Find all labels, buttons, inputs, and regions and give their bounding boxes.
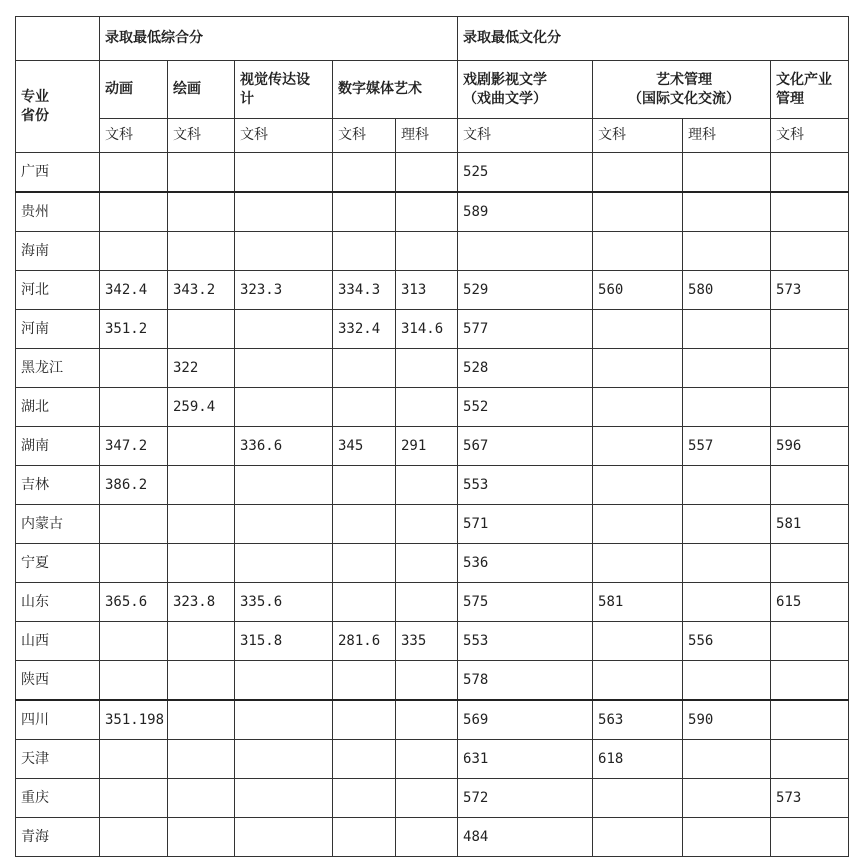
score-cell: 259.4 — [168, 388, 235, 427]
score-cell — [168, 232, 235, 271]
major-painting: 绘画 — [168, 61, 235, 119]
score-cell: 525 — [458, 153, 593, 193]
province-cell: 广西 — [16, 153, 100, 193]
score-cell — [683, 544, 771, 583]
score-cell — [396, 583, 458, 622]
score-cell — [771, 232, 849, 271]
score-cell — [458, 232, 593, 271]
subject-cell: 理科 — [396, 119, 458, 153]
score-cell: 560 — [593, 271, 683, 310]
score-cell — [683, 466, 771, 505]
subject-row — [16, 119, 849, 153]
score-cell — [235, 310, 333, 349]
province-cell: 湖南 — [16, 427, 100, 466]
score-cell: 322 — [168, 349, 235, 388]
score-cell — [235, 544, 333, 583]
score-cell — [235, 740, 333, 779]
score-cell — [593, 192, 683, 232]
score-cell — [168, 544, 235, 583]
group-overall-score: 录取最低综合分 — [100, 17, 458, 61]
score-cell — [593, 622, 683, 661]
score-cell — [333, 818, 396, 857]
province-cell: 河北 — [16, 271, 100, 310]
score-cell — [771, 818, 849, 857]
table-row — [16, 661, 849, 701]
score-cell — [235, 700, 333, 740]
major-art-management: 艺术管理 （国际文化交流） — [593, 61, 771, 119]
score-cell — [593, 661, 683, 701]
score-cell — [168, 505, 235, 544]
score-cell: 553 — [458, 622, 593, 661]
score-cell — [168, 740, 235, 779]
province-cell: 海南 — [16, 232, 100, 271]
province-cell: 内蒙古 — [16, 505, 100, 544]
score-cell — [771, 622, 849, 661]
score-cell: 313 — [396, 271, 458, 310]
score-cell: 580 — [683, 271, 771, 310]
score-cell — [235, 466, 333, 505]
score-cell — [396, 349, 458, 388]
table-row — [16, 700, 849, 740]
score-cell — [396, 192, 458, 232]
score-cell: 314.6 — [396, 310, 458, 349]
score-cell — [396, 232, 458, 271]
score-cell — [235, 192, 333, 232]
score-cell: 334.3 — [333, 271, 396, 310]
score-cell: 323.8 — [168, 583, 235, 622]
score-cell — [100, 740, 168, 779]
table-row — [16, 232, 849, 271]
score-cell: 589 — [458, 192, 593, 232]
table-row — [16, 740, 849, 779]
province-cell: 四川 — [16, 700, 100, 740]
score-cell — [683, 388, 771, 427]
score-cell — [168, 153, 235, 193]
score-cell — [168, 779, 235, 818]
score-cell — [683, 779, 771, 818]
score-cell — [683, 232, 771, 271]
score-cell: 315.8 — [235, 622, 333, 661]
score-cell — [100, 388, 168, 427]
score-cell — [396, 818, 458, 857]
major-header-row — [16, 61, 849, 119]
score-cell: 345 — [333, 427, 396, 466]
table-row — [16, 427, 849, 466]
score-cell: 291 — [396, 427, 458, 466]
score-cell: 336.6 — [235, 427, 333, 466]
score-cell — [593, 544, 683, 583]
score-cell — [396, 740, 458, 779]
table-row — [16, 622, 849, 661]
score-cell: 573 — [771, 271, 849, 310]
score-cell — [100, 544, 168, 583]
score-cell — [168, 466, 235, 505]
province-cell: 陕西 — [16, 661, 100, 701]
score-cell: 553 — [458, 466, 593, 505]
score-cell — [771, 466, 849, 505]
score-cell — [333, 192, 396, 232]
score-cell — [593, 779, 683, 818]
score-cell — [333, 740, 396, 779]
score-cell: 342.4 — [100, 271, 168, 310]
score-cell — [100, 818, 168, 857]
score-cell: 335 — [396, 622, 458, 661]
table-row — [16, 779, 849, 818]
score-cell — [100, 622, 168, 661]
score-cell — [333, 349, 396, 388]
score-cell — [396, 779, 458, 818]
score-cell: 281.6 — [333, 622, 396, 661]
score-cell — [771, 388, 849, 427]
score-cell — [333, 544, 396, 583]
score-cell — [593, 505, 683, 544]
score-cell — [593, 466, 683, 505]
score-cell: 569 — [458, 700, 593, 740]
score-cell — [168, 427, 235, 466]
score-cell — [396, 505, 458, 544]
score-cell: 351.2 — [100, 310, 168, 349]
score-cell: 590 — [683, 700, 771, 740]
score-cell — [100, 779, 168, 818]
score-cell: 332.4 — [333, 310, 396, 349]
table-row — [16, 544, 849, 583]
score-cell: 631 — [458, 740, 593, 779]
major-animation: 动画 — [100, 61, 168, 119]
score-cell — [333, 388, 396, 427]
score-cell — [771, 192, 849, 232]
score-cell — [333, 466, 396, 505]
subject-cell: 文科 — [458, 119, 593, 153]
score-cell — [168, 310, 235, 349]
score-cell — [168, 661, 235, 701]
province-cell: 青海 — [16, 818, 100, 857]
score-cell: 581 — [771, 505, 849, 544]
province-cell: 重庆 — [16, 779, 100, 818]
score-cell — [771, 700, 849, 740]
score-cell — [593, 310, 683, 349]
score-cell: 563 — [593, 700, 683, 740]
score-cell: 386.2 — [100, 466, 168, 505]
score-cell — [100, 153, 168, 193]
score-cell: 343.2 — [168, 271, 235, 310]
score-cell — [396, 544, 458, 583]
score-cell — [771, 310, 849, 349]
province-cell: 黑龙江 — [16, 349, 100, 388]
score-cell — [683, 583, 771, 622]
subject-cell: 文科 — [168, 119, 235, 153]
score-cell: 529 — [458, 271, 593, 310]
province-cell: 山东 — [16, 583, 100, 622]
table-row — [16, 192, 849, 232]
major-visual-design: 视觉传达设 计 — [235, 61, 333, 119]
score-cell: 556 — [683, 622, 771, 661]
subject-cell: 文科 — [593, 119, 683, 153]
score-cell — [396, 661, 458, 701]
province-cell: 湖北 — [16, 388, 100, 427]
corner-cell-empty — [16, 17, 100, 61]
score-cell: 552 — [458, 388, 593, 427]
score-cell — [333, 153, 396, 193]
score-cell — [593, 232, 683, 271]
table-body — [16, 17, 849, 857]
score-cell — [771, 661, 849, 701]
score-cell — [396, 388, 458, 427]
score-cell — [235, 818, 333, 857]
major-drama: 戏剧影视文学 （戏曲文学） — [458, 61, 593, 119]
score-cell: 528 — [458, 349, 593, 388]
score-cell: 615 — [771, 583, 849, 622]
score-cell: 571 — [458, 505, 593, 544]
province-cell: 吉林 — [16, 466, 100, 505]
province-cell: 河南 — [16, 310, 100, 349]
score-cell: 536 — [458, 544, 593, 583]
major-culture-industry: 文化产业 管理 — [771, 61, 849, 119]
score-cell — [333, 700, 396, 740]
score-cell — [333, 505, 396, 544]
score-cell — [683, 740, 771, 779]
score-cell — [771, 349, 849, 388]
score-cell — [683, 153, 771, 193]
score-cell — [396, 466, 458, 505]
score-cell — [168, 818, 235, 857]
score-cell — [235, 661, 333, 701]
group-culture-score: 录取最低文化分 — [458, 17, 849, 61]
score-cell — [593, 153, 683, 193]
score-cell: 581 — [593, 583, 683, 622]
score-cell — [396, 153, 458, 193]
score-cell: 572 — [458, 779, 593, 818]
score-cell — [235, 232, 333, 271]
score-cell — [683, 505, 771, 544]
table-row — [16, 505, 849, 544]
score-cell: 347.2 — [100, 427, 168, 466]
score-cell — [235, 505, 333, 544]
score-cell: 578 — [458, 661, 593, 701]
score-cell — [100, 232, 168, 271]
score-cell — [168, 700, 235, 740]
province-cell: 山西 — [16, 622, 100, 661]
admission-score-table — [15, 16, 849, 857]
score-cell: 365.6 — [100, 583, 168, 622]
table-row — [16, 349, 849, 388]
score-cell — [333, 583, 396, 622]
score-cell — [771, 153, 849, 193]
score-cell — [771, 740, 849, 779]
score-cell: 351.198 — [100, 700, 168, 740]
province-cell: 贵州 — [16, 192, 100, 232]
table-row — [16, 583, 849, 622]
score-cell: 573 — [771, 779, 849, 818]
province-cell: 天津 — [16, 740, 100, 779]
subject-cell: 文科 — [100, 119, 168, 153]
score-cell — [683, 818, 771, 857]
score-cell — [683, 349, 771, 388]
score-cell: 484 — [458, 818, 593, 857]
score-cell — [333, 779, 396, 818]
score-cell: 557 — [683, 427, 771, 466]
score-cell — [333, 661, 396, 701]
province-cell: 宁夏 — [16, 544, 100, 583]
subject-cell: 文科 — [235, 119, 333, 153]
score-cell: 618 — [593, 740, 683, 779]
score-cell: 335.6 — [235, 583, 333, 622]
group-header-row — [16, 17, 849, 61]
subject-cell: 理科 — [683, 119, 771, 153]
major-province-header: 专业 省份 — [16, 61, 100, 153]
score-cell — [333, 232, 396, 271]
score-cell — [100, 661, 168, 701]
table-row — [16, 388, 849, 427]
score-cell — [168, 192, 235, 232]
score-cell — [100, 192, 168, 232]
score-cell — [168, 622, 235, 661]
score-cell — [100, 505, 168, 544]
table-row — [16, 818, 849, 857]
score-cell — [396, 700, 458, 740]
major-digital-media: 数字媒体艺术 — [333, 61, 458, 119]
score-cell: 596 — [771, 427, 849, 466]
score-cell — [100, 349, 168, 388]
score-cell: 567 — [458, 427, 593, 466]
table-row — [16, 153, 849, 193]
subject-cell: 文科 — [333, 119, 396, 153]
table-row — [16, 310, 849, 349]
subject-cell: 文科 — [771, 119, 849, 153]
score-cell: 577 — [458, 310, 593, 349]
score-cell — [593, 388, 683, 427]
score-cell — [593, 427, 683, 466]
score-cell — [683, 310, 771, 349]
table-row — [16, 271, 849, 310]
score-cell — [235, 779, 333, 818]
score-cell: 323.3 — [235, 271, 333, 310]
score-cell — [235, 388, 333, 427]
table-row — [16, 466, 849, 505]
score-cell — [683, 192, 771, 232]
score-cell — [771, 544, 849, 583]
score-cell — [683, 661, 771, 701]
score-cell — [593, 349, 683, 388]
score-cell — [235, 349, 333, 388]
score-cell: 575 — [458, 583, 593, 622]
score-cell — [593, 818, 683, 857]
score-cell — [235, 153, 333, 193]
